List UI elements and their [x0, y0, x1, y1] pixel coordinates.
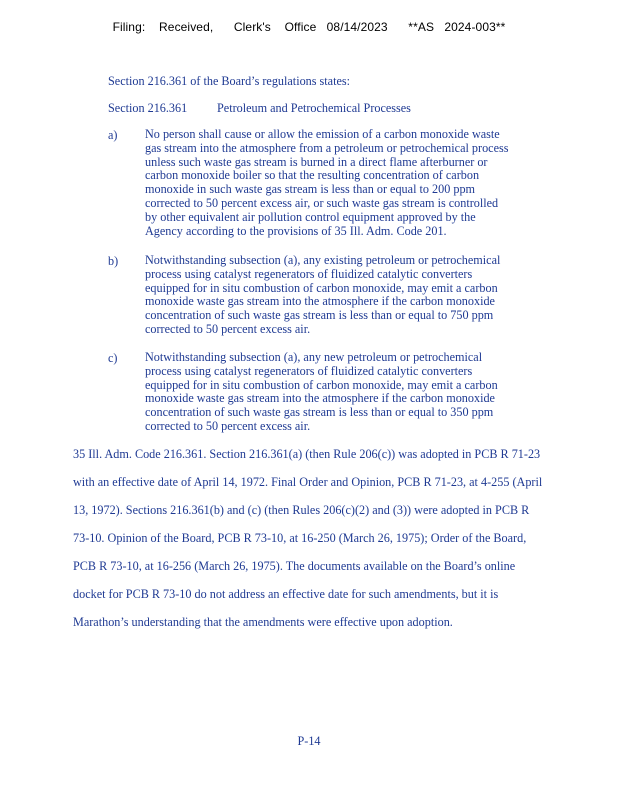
text-line: concentration of such waste gas stream is less than or equal to 750 ppm	[145, 308, 494, 323]
body-line: docket for PCB R 73-10 do not address an effective date for such amendments, but it is	[73, 587, 499, 601]
text-line: equipped for in situ combustion of carbon monoxide, may emit a carbon	[145, 280, 498, 295]
filing-stamp-header: Filing: Received, Clerk's Office 08/14/2023 **AS 2024-003**	[112, 20, 506, 34]
subsection-label: a)	[108, 128, 118, 142]
text-line: unless such waste gas stream is burned in a direct flame afterburner or	[145, 154, 488, 169]
subsection-label: b)	[108, 254, 119, 268]
subsection-c	[108, 351, 548, 435]
body-line: Marathon’s understanding that the amendments were effective upon adoption.	[73, 615, 453, 629]
subsection-text	[145, 128, 555, 238]
text-line: equipped for in situ combustion of carbon monoxide, may emit a carbon	[145, 377, 498, 392]
body-line: 35 Ill. Adm. Code 216.361. Section 216.361(a) (then Rule 206(c)) was adopted in PCB R 71-23	[73, 447, 541, 461]
section-title: Petroleum and Petrochemical Processes	[217, 101, 411, 115]
body-line: 13, 1972). Sections 216.361(b) and (c) (then Rules 206(c)(2) and (3)) were adopted in PCB R	[73, 503, 530, 517]
subsection-b	[108, 254, 548, 338]
text-line: Agency according to the provisions of 35 Ill. Adm. Code 201.	[145, 223, 447, 238]
text-line: monoxide waste gas stream into the atmosphere if the carbon monoxide	[145, 294, 495, 309]
text-line: monoxide in such waste gas stream is less than or equal to 200 ppm	[145, 182, 476, 197]
subsection-label: c)	[108, 351, 118, 365]
text-line: monoxide waste gas stream into the atmosphere if the carbon monoxide	[145, 391, 495, 406]
text-line: by other equivalent air pollution control equipment approved by the	[145, 209, 476, 224]
text-line: concentration of such waste gas stream is less than or equal to 350 ppm	[145, 405, 494, 420]
body-line: 73-10. Opinion of the Board, PCB R 73-10, at 16-250 (March 26, 1975); Order of the Board,	[73, 531, 527, 545]
text-line: corrected to 50 percent excess air.	[145, 418, 311, 433]
intro-paragraph: Section 216.361 of the Board’s regulations states:	[108, 74, 351, 88]
text-line: Notwithstanding subsection (a), any existing petroleum or petrochemical	[145, 253, 501, 267]
page-number: P-14	[297, 734, 321, 748]
text-line: gas stream into the atmosphere from a petroleum or petrochemical process	[145, 140, 509, 155]
body-paragraph	[73, 440, 603, 636]
section-number: Section 216.361	[108, 101, 188, 115]
text-line: process using catalyst regenerators of fluidized catalytic converters	[145, 363, 473, 378]
subsection-a	[108, 128, 548, 240]
text-line: No person shall cause or allow the emission of a carbon monoxide waste	[145, 127, 500, 141]
text-line: corrected to 50 percent excess air, or such waste gas stream is controlled	[145, 195, 499, 210]
text-line: corrected to 50 percent excess air.	[145, 321, 311, 336]
body-line: with an effective date of April 14, 1972. Final Order and Opinion, PCB R 71-23, at 4-255 (April	[73, 475, 543, 489]
section-heading	[108, 101, 411, 116]
text-line: process using catalyst regenerators of fluidized catalytic converters	[145, 266, 473, 281]
subsection-text	[145, 351, 555, 434]
text-line: carbon monoxide boiler so that the resulting concentration of carbon	[145, 168, 480, 183]
subsection-text	[145, 254, 555, 337]
body-line: PCB R 73-10, at 16-256 (March 26, 1975). The documents available on the Board’s online	[73, 559, 516, 573]
text-line: Notwithstanding subsection (a), any new petroleum or petrochemical	[145, 350, 483, 364]
